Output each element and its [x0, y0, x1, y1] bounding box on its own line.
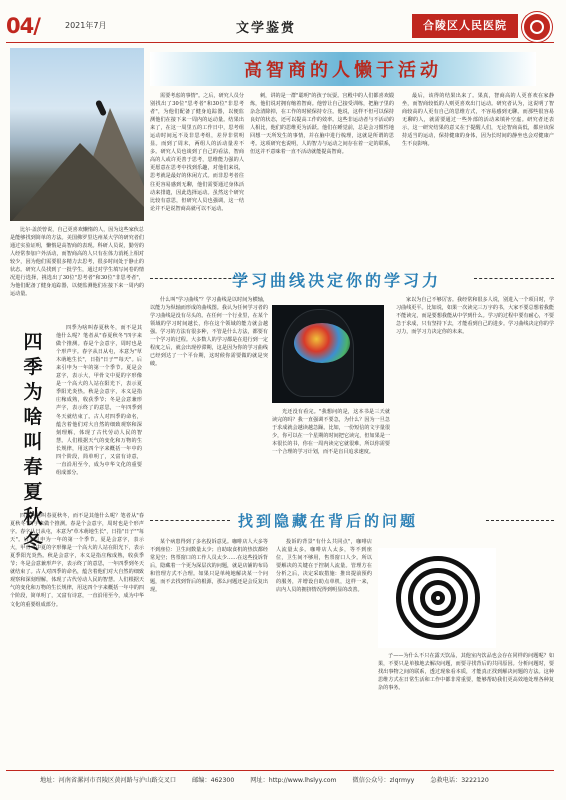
article-title: 高智商的人懒于活动 — [244, 60, 442, 81]
page-number: 04/ — [6, 14, 40, 38]
article-body-col2: 需要考虑的事情"。之后，研究人员分别找出了30位"思考者"和30位"非思考者"，为他们配备了健身追踪器，以便监测他们在接下来一周内的运动量。结果出来了，在这一周里五的工作日中，思考组运动时间远不及非思考组，差异非常明显。而到了周末，两组人的活动量差不多。研究人员也谈到了自己的看法，智商高的人或许更善于思考，思维能力强的人更愿意在思考中找到乐趣，对他们来说，思考就是最好的休闲方式。而非思考者往往更容易感到无聊，他们需要通过身体活动来排遣，因此选择运动。虽然这个研究比较有意思，但研究人员也强调，这一结论并不是说智商高就可以不运动。 — [150, 93, 244, 212]
article-body-col1: 某个病患得到了多名投诉意见。咖啡店人大多等不到座位：卫生间数量太少；自助取食机的热饮都经常见空；售票窗口的工作人员太少……在这些投诉背后，隐藏着一个更为深层次的问题，就是店铺的布局和管理方式不合理。如果只是单纯地解决某一个问题，而不去找到背后的根源，那么问题还是会反复出现。 — [150, 539, 268, 594]
article-body-col3: 子——为什么不只在露天饮品，其他室内饮品也会存在同样的问题呢？如果，不要只是单独地去解决问题，而要寻找背后的共同原因。分析问题时，要找出事物之间的联系，透过现象看本质，才能真正找到解决问题的方法。这种思维方式在日常生活和工作中都非常重要，能够帮助我们更高效地处理各种复杂的事务。 — [378, 653, 554, 692]
dashed-rule — [474, 278, 554, 279]
article-body-col2: 投诉的背景"有什么共同点"，咖啡店人流量太多。咖啡店人太多，等不到座位，卫生间不够用，售票窗口人少。所以要解决的关键在于控制人流量。管理方在分析之后，决定采取措施：推出提前预约的服务，并增设自助点单机，这样一来，店内人员的拥挤情况得到明显的改善。 — [276, 539, 372, 594]
article-body-col2: 光还没有看完。"我想问的是，这本书是三天就读完的吗？我一直强调不要急，为什么？因为一旦急于求成就会越读越急躁。比如，一份短信的文字量很少，你可以在一个星期的时间把它读完，但如果是一本很长的书，你在一周内读完它就很难，所以你需要一个合理的学习计划，而不是盲目追求速度。 — [272, 409, 390, 456]
column-title: 文学鉴赏 — [236, 21, 297, 36]
rock-shape — [10, 143, 144, 221]
hospital-logo-icon — [522, 12, 552, 42]
spiral-head-illustration — [378, 548, 496, 648]
footer-postcode: 邮编：462300 — [192, 777, 235, 784]
article-title: 找到隐藏在背后的问题 — [238, 512, 419, 530]
cliff-climber-photo — [10, 48, 144, 221]
footer-wechat: 微信公众号：zlqrmyy — [352, 777, 415, 784]
footer-address: 地址：河南省漯河市召陵区黄河路与泸山路交叉口 — [40, 777, 177, 784]
article-body-col3: 刺，讲的是一群"聪明"的孩子玩耍。宫殿中的人们都喜欢锻炼，他们说对拥有缩着智商。他曾让自己接受训练，把脑子里的杂念清除掉，在工作的时候保持专注。他说，这样不但可以保持良好的状态，还可以提高工作的效率。这些非运动者与不活动的人相比，他们的思维更为活跃。他们在睡觉前，总是会习惯性地回想一天所发生的事情，并在脑中进行梳理，这就是所谓的思考。这项研究也说明，人的智力与运动之间存在着一定的联系，但这并不意味着一直不活动就能提高智商。 — [250, 93, 394, 156]
poem-body-bottom: 四季为啥叫春夏秋冬，而不是其他什么呢？笔者从"春夏秋冬"四字来做个推测。春是个会意字，周时也是个形声字。春字从日从屯，本意为"草木萌地生长"，日指"日子""每天"。后来引申为一年的第一个季节。夏是会意字，表示大，甲骨文中夏的字形像是一个高大的人站在阳光下，表示夏季阳光炎热。秋是会意字，本义是指庄稼成熟，收获季节；冬是会意兼形声字，表示终了的意思，一年四季到冬天就结束了。古人对四季的命名，蕴含着他们对大自然的细致观察和深刻理解，体现了古代劳动人民的智慧。人们根据天气的变化和万物的生长规律，用这四个字来概括一年中的四个阶段，简单明了，又富有诗意，一直沿用至今，成为中华文化的重要组成部分。 — [10, 513, 144, 608]
footer-website[interactable]: 网址：http://www.lhslyy.com — [250, 777, 337, 784]
spiral-ring — [431, 591, 445, 605]
article-body-col1: 什么叫"学习曲线"？学习曲线是以时间为横轴，以能力为纵轴而形成的曲线图。我认为任何学习者的学习曲线是没有尽头的。在任何一个行业里，在某个领域的学习时间越长，你在这个领域的能力就会越强。学习的方法有很多种，不管是什么方法，都要有一个学习的过程。大多数人的学习都是在进行到一定程度之后，就会出现停滞期，这是因为你的学习曲线已经到达了一个平台期，这时候你需要做的就是突破。 — [150, 297, 268, 368]
article-title: 学习曲线决定你的学习力 — [232, 271, 442, 290]
article-body-col4: 最后，该得的结果出来了。果真，智商高的人更喜欢在家静坐，而智商较低的人则更喜欢出门运动。研究者认为，这说明了智商较高的人更有自己的思维方式，不容易感到无聊。而那些很容易无聊的人，就需要通过一些外部的活动来填补空虚。研究者还表示，这一研究结果的意义在于提醒人们，无论智商高低，都应该保持适当的运动，保持健康的身体，因为长时间的静坐也会对健康产生不良影响。 — [402, 93, 554, 148]
colorful-brain — [294, 323, 350, 363]
footer-divider — [6, 770, 554, 771]
issue-date: 2021年7月 — [65, 21, 107, 30]
header-divider — [6, 42, 554, 43]
poem-title: 四季为啥叫春夏秋冬 — [23, 331, 43, 553]
dashed-rule — [150, 520, 230, 521]
article-body-col3: 家以为自己不够厉害。我经常和很多人说，别进入一个项目时，学习曲线更平。比如说，如果一次读完三万字的书，大家不要总想着我能不能读完，而是要想我能从中学到什么。学习的过程中要有耐心，不要急于求成，只有坚持下去，才能看到自己的进步。学习曲线决定你的学习力，而学习力决定你的未来。 — [396, 297, 554, 336]
poem-body-top: 四季为啥叫春夏秋冬，而不是其他什么呢？笔者从"春夏秋冬"四字来做个推测。春是个会意字，周时也是个形声字。春字从日从屯，本意为"草木萌地生长"，日指"日子""每天"。后来引申为一年的第一个季节。夏是会意字，表示大，甲骨文中夏的字形像是一个高大的人站在阳光下，表示夏季阳光炎热。秋是会意字，本义是指庄稼成熟，收获季节；冬是会意兼形声字，表示终了的意思，一年四季到冬天就结束了。古人对四季的命名，蕴含着他们对大自然的细致观察和深刻理解，体现了古代劳动人民的智慧。人们根据天气的变化和万物的生长规律，用这四个字来概括一年中的四个阶段，简单明了，又富有诗意，一直沿用至今，成为中华文化的重要组成部分。 — [56, 325, 142, 476]
dashed-rule — [486, 520, 554, 521]
footer-hotline: 急救电话：3222120 — [430, 777, 489, 784]
brain-illustration — [272, 305, 384, 403]
hospital-name: 合陵区人民医院 — [423, 19, 507, 32]
article-body-col1: 比尔·盖茨曾说，自己更喜欢懒惰的人，因为这些家伙总是能够找到简单的方法。美国佛罗里达州某大学的研究者们通过实验证明，懒惰是高智商的表现。科研人员说，勤劳的人经常参加户外活动，而智商高的人只有在体力消耗上相对较少，因为他们需要很多精力去思考，很多时间处于静止的状态。研究人员找到了一批学生，通过对学生填写问卷的情况进行选择，挑选出了30位"思考者"和30位"非思考者"，为他们配备了健身追踪器，以便监测他们在接下来一周内的运动量。 — [10, 227, 144, 298]
footer-info — [40, 775, 503, 784]
